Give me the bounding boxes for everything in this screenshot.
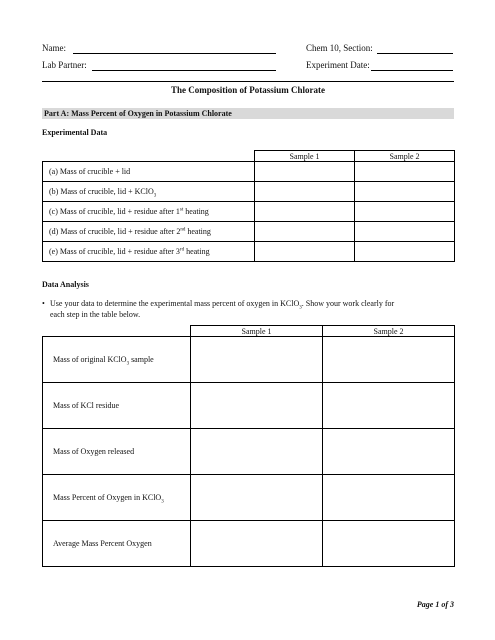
analysis-row-label: Mass Percent of Oxygen in KClO$_3$ [43,475,191,521]
part-a-heading: Part A: Mass Percent of Oxygen in Potassium Chlorate [44,109,232,118]
exp-cell-input[interactable] [355,202,455,222]
experimental-data-table [42,150,455,262]
experiment-date-field[interactable] [371,70,453,71]
page-number: Page 1 of 3 [416,600,454,609]
experimental-data-title: Experimental Data [42,128,108,137]
analysis-cell-input[interactable] [323,521,455,567]
table-corner [43,151,255,162]
analysis-cell-input[interactable] [323,429,455,475]
analysis-col-sample-1: Sample 1 [191,326,323,337]
data-analysis-table [42,325,455,567]
exp-row-label: (e) Mass of crucible, lid + residue after 3rd heating [43,242,255,262]
analysis-cell-input[interactable] [323,337,455,383]
analysis-row-label: Average Mass Percent Oxygen [43,521,191,567]
analysis-cell-input[interactable] [323,383,455,429]
exp-cell-input[interactable] [255,182,355,202]
analysis-cell-input[interactable] [191,475,323,521]
analysis-cell-input[interactable] [191,337,323,383]
page-title: The Composition of Potassium Chlorate [170,85,325,95]
analysis-col-sample-2: Sample 2 [323,326,455,337]
lab-partner-field[interactable] [92,70,276,71]
bullet-icon: • [42,299,45,308]
name-field[interactable] [73,53,276,54]
exp-row-label: (a) Mass of crucible + lid [43,162,255,182]
analysis-row-label: Mass of Oxygen released [43,429,191,475]
analysis-cell-input[interactable] [191,521,323,567]
analysis-cell-input[interactable] [323,475,455,521]
exp-cell-input[interactable] [255,222,355,242]
data-analysis-title: Data Analysis [42,280,89,289]
title-divider [42,81,454,82]
exp-cell-input[interactable] [255,162,355,182]
exp-cell-input[interactable] [355,182,455,202]
bullet-instruction: Use your data to determine the experimental mass percent of oxygen in KClO$_3$. Show your work clearly for each step in the table below. [50,299,395,319]
exp-cell-input[interactable] [255,202,355,222]
exp-row-label: (b) Mass of crucible, lid + KClO$_3$ [43,182,255,202]
name-label: Name: [42,43,66,53]
analysis-cell-input[interactable] [191,429,323,475]
table-corner [43,326,191,337]
experiment-date-label: Experiment Date: [306,60,370,70]
exp-col-sample-1: Sample 1 [255,151,355,162]
exp-cell-input[interactable] [355,162,455,182]
section-field[interactable] [377,53,453,54]
exp-cell-input[interactable] [355,222,455,242]
analysis-row-label: Mass of original KClO$_3$ sample [43,337,191,383]
exp-row-label: (c) Mass of crucible, lid + residue after 1st heating [43,202,255,222]
exp-row-label: (d) Mass of crucible, lid + residue after 2nd heating [43,222,255,242]
course-label: Chem 10, Section: [306,43,373,53]
analysis-row-label: Mass of KCl residue [43,383,191,429]
lab-partner-label: Lab Partner: [42,60,87,70]
exp-cell-input[interactable] [355,242,455,262]
analysis-cell-input[interactable] [191,383,323,429]
exp-col-sample-2: Sample 2 [355,151,455,162]
exp-cell-input[interactable] [255,242,355,262]
